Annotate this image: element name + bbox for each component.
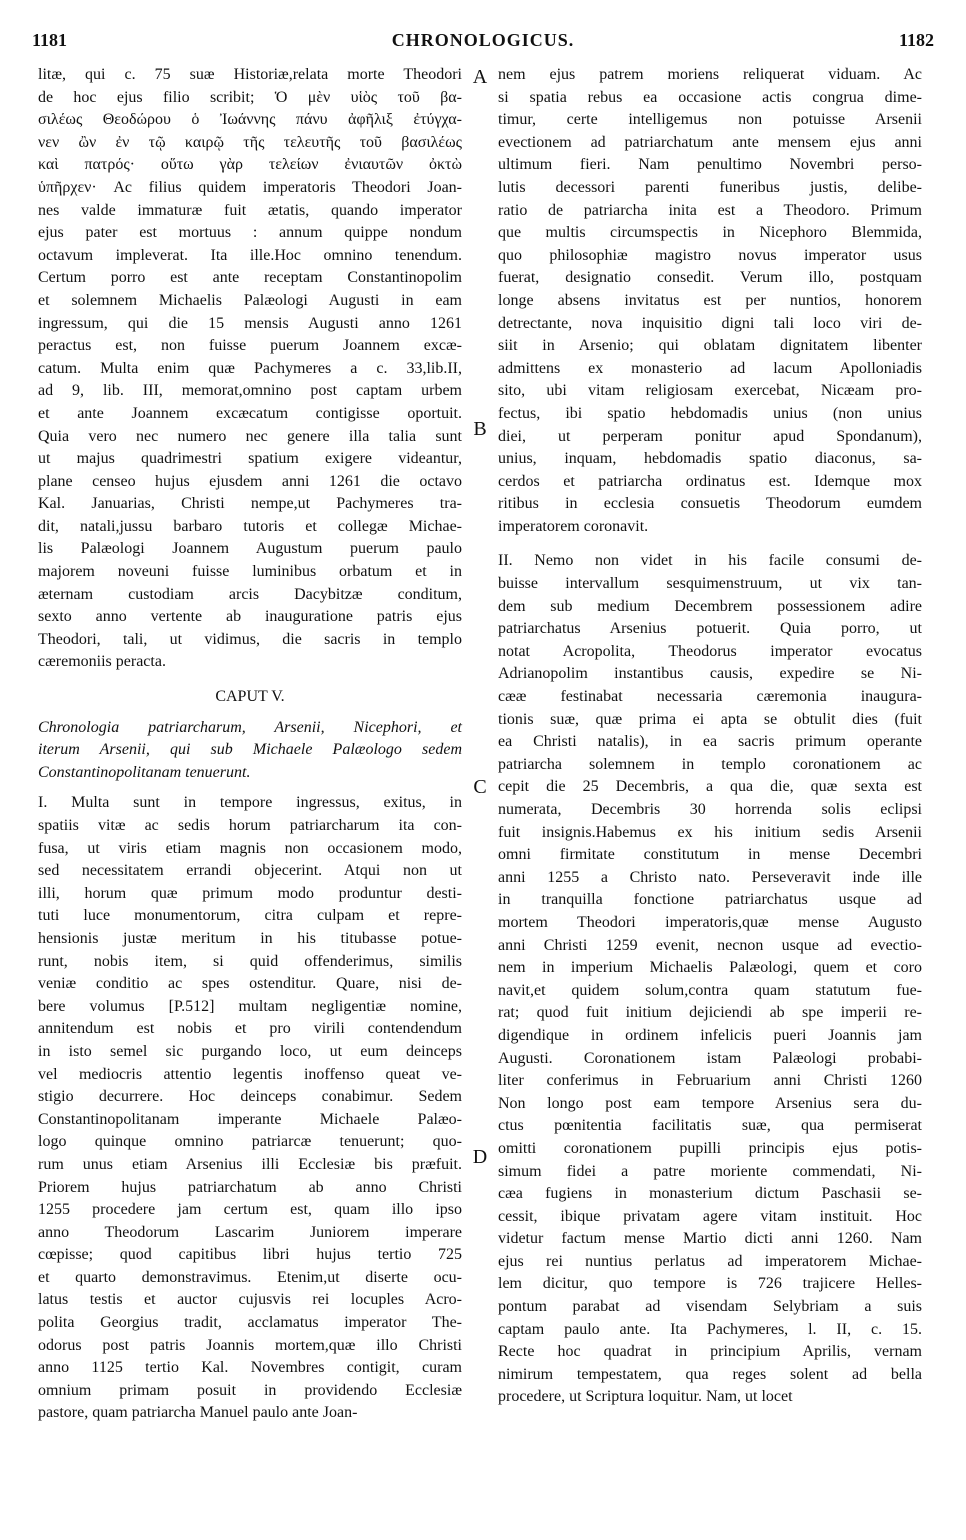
text-line: καὶ πατρός· οὕτω γὰρ τελείων ἐνιαυτῶν ὀκτὼ (38, 156, 462, 174)
text-line: rat; quod fuit initium dejiciendi ab spe imperii re- (498, 1004, 922, 1022)
text-line: veniæ conditio ac spes ostenditur. Quare, nisi de- (38, 975, 462, 993)
text-line: pastore, quam patriarcha Manuel paulo ante Joan- (38, 1404, 358, 1422)
left-column (38, 64, 462, 1425)
text-line: Augusti. Coronationem istam Palæologi probabi- (498, 1049, 922, 1067)
text-line: liter conferimus in Februarium anni Christi 1260 (498, 1072, 922, 1090)
text-line: bere volumus [P.512] multam negligentiæ nomine, (38, 997, 462, 1015)
text-line: stigio decurrere. Hoc deinceps conabimur. Sedem (38, 1088, 462, 1106)
text-line: Certum porro est ante receptam Constantinopolim (38, 269, 462, 287)
text-line: II. Nemo non videt in his facile consumi de- (498, 552, 922, 570)
text-line: hensionis justæ meritum in his titubasse potue- (38, 929, 462, 947)
text-line: Constantinopolitanam tenuerunt. (38, 763, 251, 781)
text-line: νεν ὢν ἐν τῷ καιρῷ τῆς τελευτῆς τοῦ βασιλέως (38, 133, 462, 151)
text-line: lis Palæologi Joannem Augustum puerum paulo (38, 540, 462, 558)
text-line: vel mediocris attentio legentis inoffenso queat ve- (38, 1065, 462, 1083)
text-line: et solemnem Michaelis Palæologi Augusti in eam (38, 291, 462, 309)
margin-marker-d: D (472, 1146, 488, 1168)
text-line: sexto anno vertente ab inauguratione patris ejus (38, 608, 462, 626)
text-line: omni firmitate constitutum in mense Decembri (498, 846, 922, 864)
text-line: patriarchatus Arsenius potuerit. Quia porro, ut (498, 620, 922, 638)
text-line: ratio de patriarcha inita est a Theodoro. Primum (498, 201, 922, 219)
text-line: buisse intervallum sesquimenstruum, ut vix tan- (498, 575, 922, 593)
margin-marker-b: B (473, 418, 487, 440)
text-line: digendique in ordinem infelicis pueri Joannis jam (498, 1026, 922, 1044)
running-header (32, 30, 934, 54)
text-line: mortem Theodori imperatoris,quæ mense Augusto (498, 913, 922, 931)
text-line: rum unus etiam Arsenius illi Ecclesiæ bis præfuit. (38, 1155, 462, 1173)
text-line: cæa fugiens in monasterium dictum Paschasii se- (498, 1185, 922, 1203)
text-line: siit in Arsenio; qui oblatam dignitatem libenter (498, 337, 922, 355)
text-line: annitendum est nobis et pro virili contendendum (38, 1020, 462, 1038)
text-line: sed necessitatem errandi objecerint. Atqui non ut (38, 862, 462, 880)
text-line: anno 1125 tertio Kal. Novembres contigit, curam (38, 1359, 462, 1377)
text-line: cœpisse; quod capitibus libri hujus tertio 725 (38, 1246, 462, 1264)
text-line: ut majus quadrimestri spatium exigere videantur, (38, 450, 462, 468)
text-line: que multis circumspectis in Nicephoro Blemmida, (498, 224, 922, 242)
text-line: Theodori, tali, ut vidimus, die sacris in templo (38, 630, 462, 648)
text-line: I. Multa sunt in tempore ingressus, exitus, in (38, 794, 462, 812)
text-line: quo philosophiæ magistro novus imperator usus (498, 246, 922, 264)
text-line: diei, ut perperam ponitur apud Spondanum), (498, 427, 922, 445)
text-line: æternam custodiam arcis Dacybitzæ conditum, (38, 585, 462, 603)
chapter-heading: CAPUT V. (215, 688, 285, 706)
text-line: ὑπῆρχεν· Ac filius quidem imperatoris Theodori Joan- (38, 178, 462, 196)
text-line: polita Georgius tradit, acclamatus imperator The- (38, 1314, 462, 1332)
text-line: Non longo post eam tempore Arsenius sera du- (498, 1094, 922, 1112)
text-line: lutis decessori parenti funeribus justis, delibe- (498, 178, 922, 196)
text-line: ultimum fieri. Nam penultimo Novembri perso- (498, 156, 922, 174)
text-line: catum. Multa enim quæ Pachymeres a c. 33,lib.II, (38, 359, 462, 377)
text-line: nimirum tempestatem, qua reges solent ad bella (498, 1365, 922, 1383)
page-number-left: 1181 (32, 30, 68, 50)
text-line: sito, ubi vitam religiosam exercebat, Nicæam pro- (498, 382, 922, 400)
text-line: illi, horum quæ primum modo produntur desti- (38, 884, 462, 902)
text-line: cææ festinabat necessaria cæremonia inaugura- (498, 688, 922, 706)
left-paragraph-1 (38, 64, 462, 674)
text-line: si spatia rebus ea occasione actis congrua dime- (498, 88, 922, 106)
text-line: Chronologia patriarcharum, Arsenii, Nicephori, et (38, 718, 462, 736)
text-line: ejus pater est mortuus : annum quippe nondum (38, 224, 462, 242)
text-line: cessit, ibique privatam agere vitam instituit. Hoc (498, 1207, 922, 1225)
right-paragraph-2 (498, 550, 922, 1409)
text-line: captam paulo ante. Ita Pachymeres, l. II, c. 15. (498, 1320, 922, 1338)
text-line: et quarto demonstravimus. Etenim,ut diserte ocu- (38, 1268, 462, 1286)
text-line: octavum impleverat. Ita ille.Hoc omnino tenendum. (38, 246, 462, 264)
text-line: omnium primam posuit in providendo Ecclesiæ (38, 1381, 462, 1399)
text-line: lem dicitur, quo tempore is 726 trajicere Helles- (498, 1275, 922, 1293)
text-line: tuti luce monumentorum, citra culpam et repre- (38, 907, 462, 925)
text-line: dit, natali,jussu barbaro tutoris et collegæ Michae- (38, 517, 462, 535)
text-line: unius, inquam, hebdomadis spatio diaconus, sa- (498, 450, 922, 468)
text-line: Adrianopolim instantibus causis, expedire se Ni- (498, 665, 922, 683)
text-line: longe absens invitatus est per nuntios, honorem (498, 291, 922, 309)
text-line: nem in imperium Michaelis Palæologi, quem et coro (498, 959, 922, 977)
text-line: nem ejus patrem moriens reliquerat viduam. Ac (498, 66, 922, 83)
text-line: cæremoniis peracta. (38, 653, 166, 671)
chapter-summary (38, 717, 462, 785)
text-line: ea Christi natalis), in ea sacris primum operante (498, 733, 922, 751)
text-line: in isto semel sic purgando loco, ut eum deinceps (38, 1042, 462, 1060)
text-line: timur, certe intelligemus non potuisse Arsenii (498, 111, 922, 129)
text-line: detrectante, nova inquisitio digni tali loco viri de- (498, 314, 922, 332)
text-line: admittens ex monasterio ad lacum Apolloniadis (498, 359, 922, 377)
text-line: Quia vero nec numero nec genere illa talia sunt (38, 427, 462, 445)
text-line: navit,et quidem solum,contra quam statutum fue- (498, 981, 922, 999)
text-line: notat Acropolita, Theodorus imperator evocatus (498, 642, 922, 660)
text-line: et ante Joannem excæcatum contigisse oportuit. (38, 404, 462, 422)
text-line: fusa, ut viris etiam magnis non occasionem modo, (38, 839, 462, 857)
text-line: pontum parabat ad visendam Selybriam a suis (498, 1298, 922, 1316)
running-title: CHRONOLOGICUS. (391, 30, 575, 50)
text-line: fuerat, designatio consedit. Verum illo, postquam (498, 269, 922, 287)
text-line: Kal. Januarias, Christi nempe,ut Pachymeres tra- (38, 495, 462, 513)
text-line: videtur factum mense Martio dicti anni 1260. Nam (498, 1230, 922, 1248)
text-line: spatiis vitæ ac sedis horum patriarcharum ita con- (38, 817, 462, 834)
text-line: fuit insignis.Habemus ex his initium sedis Arsenii (498, 823, 922, 841)
text-line: runt, nobis item, si quid offenderimus, similis (38, 952, 462, 970)
text-line: anno Theodorum Lascarim Juniorem imperare (38, 1223, 462, 1241)
text-line: odorus post patris Joannis mortem,quæ illo Christi (38, 1336, 462, 1354)
page-number-right: 1182 (898, 30, 934, 50)
text-line: imperatorem coronavit. (498, 517, 649, 535)
text-line: plane censeo hujus ejusdem anni 1261 die octavo (38, 472, 462, 490)
text-line: 1255 procedere jam certum est, quam illo ipso (38, 1201, 462, 1219)
text-line: Recte hoc quadrat in principium Aprilis, vernam (498, 1343, 922, 1361)
text-line: numerata, Decembris 30 horrenda solis eclipsi (498, 801, 922, 818)
text-line: logo quinque omnino patriarcæ tenuerunt; quo- (38, 1133, 462, 1151)
text-line: cepit die 25 Decembris, a qua die, quæ sexta est (498, 778, 922, 796)
text-line: patriarcha solemnem in templo coronationem ac (498, 755, 922, 773)
text-line: omitti coronationem pupilli principis ejus potis- (498, 1139, 922, 1157)
text-line: ad 9, lib. III, memorat,omnino post captam urbem (38, 382, 462, 400)
text-line: in tranquilla fonctione patriarchatus usque ad (498, 891, 922, 909)
text-line: Constantinopolitanam imperante Michaele Palæo- (38, 1110, 462, 1128)
text-line: litæ, qui c. 75 suæ Historiæ,relata morte Theodori (38, 66, 462, 83)
text-line: majorem noveuni fuisse luminibus orbatum et in (38, 563, 462, 581)
text-line: anni Christi 1259 evenit, necnon usque ad evectio- (498, 936, 922, 954)
margin-marker-a: A (472, 66, 488, 88)
text-line: fectus, ibi spatio hebdomadis unius (non unius (498, 404, 922, 422)
text-line: ingressum, qui die 15 mensis Augusti anno 1261 (38, 314, 462, 332)
text-line: ejus rei nuntius perlatus ad imperatorem Michae- (498, 1252, 922, 1270)
text-line: de hoc ejus filio scribit; Ὁ μὲν υἱὸς τοῦ βα- (38, 88, 462, 106)
text-line: peractus est, non fuisse puerum Joannem excæ- (38, 337, 462, 355)
text-line: anni 1255 a Christo nato. Perseveravit inde ille (498, 868, 922, 886)
text-line: procedere, ut Scriptura loquitur. Nam, ut locet (498, 1388, 793, 1406)
text-line: simum fidei a patre moriente commendati, Ni- (498, 1162, 922, 1180)
text-line: σιλέως Θεοδώρου ὁ Ἰωάννης πάνυ ἀφῆλιξ ἐτύγχα- (38, 111, 462, 129)
text-line: tionis suæ, quæ prima ei apta se obtulit dies (fuit (498, 710, 922, 728)
left-paragraph-2 (38, 792, 462, 1425)
text-line: evectionem ad patriarchatum ante mensem ejus anni (498, 133, 922, 151)
text-line: nes valde immaturæ fuit ætatis, quando imperator (38, 201, 462, 219)
text-line: dem sub medium Decembrem possessionem adire (498, 597, 922, 615)
text-line: Priorem hujus patriarchatum ab anno Christi (38, 1178, 462, 1196)
text-line: ctus pœnitentia facilitatis suæ, qua permiserat (498, 1117, 922, 1135)
text-line: latus testis et auctor cujusvis rei locuples Acro- (38, 1291, 462, 1309)
text-line: cerdos et patriarcha ordinatus est. Idemque mox (498, 472, 922, 490)
margin-marker-c: C (473, 776, 487, 798)
text-line: iterum Arsenii, qui sub Michaele Palæologo sedem (38, 741, 462, 759)
right-paragraph-1 (498, 64, 922, 538)
text-line: ritibus in ecclesia consuetis Theodorum eumdem (498, 495, 922, 513)
right-column (498, 64, 922, 1409)
